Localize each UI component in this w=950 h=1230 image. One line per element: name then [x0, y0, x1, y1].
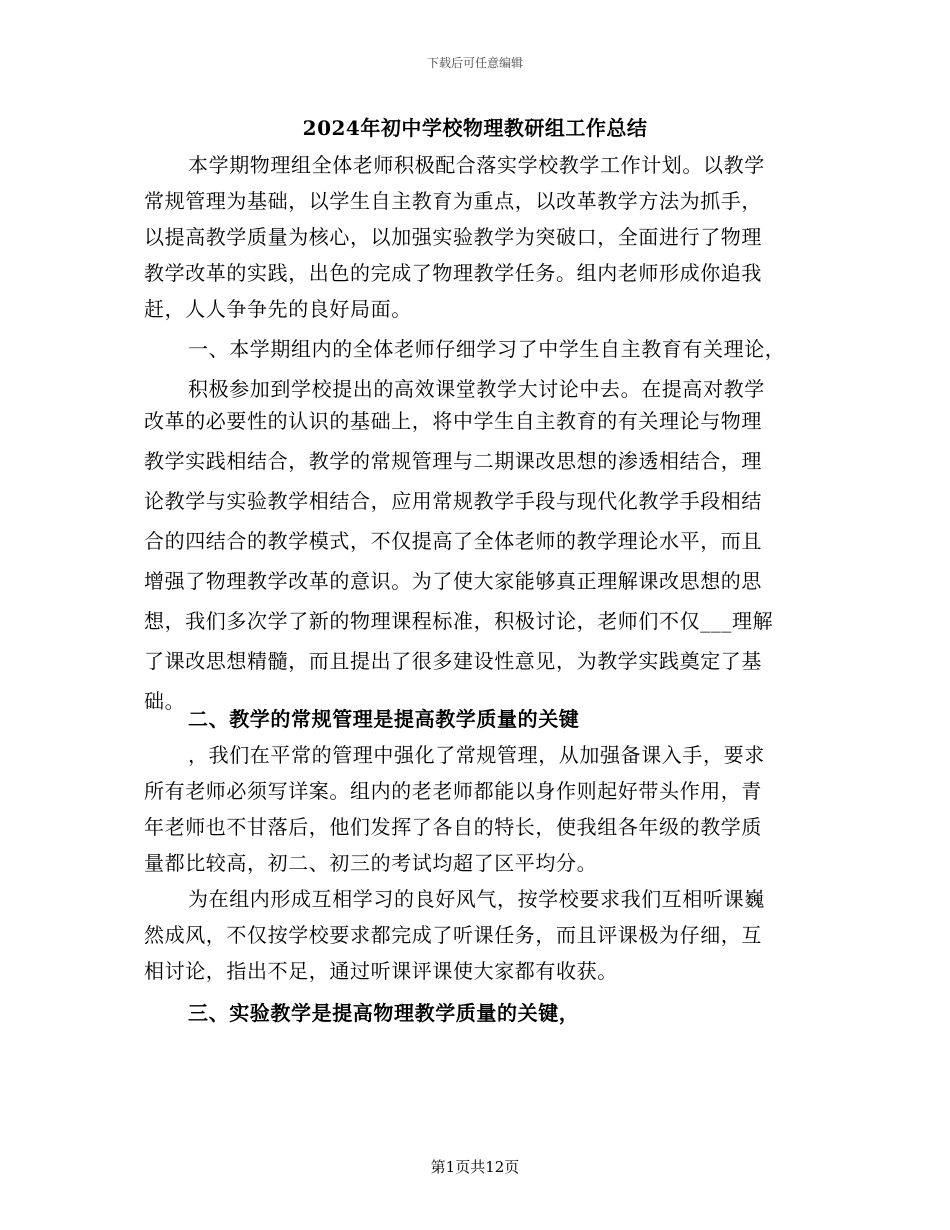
body-line: 年老师也不甘落后，他们发挥了各自的特长，使我组各年级的教学质 — [144, 815, 762, 839]
body-line: 所有老师必须写详案。组内的老老师都能以身作则起好带头作用，青 — [144, 779, 762, 803]
body-line: 教学实践相结合，教学的常规管理与二期课改思想的渗透相结合，理 — [144, 449, 762, 473]
section-heading: 二、教学的常规管理是提高教学质量的关键 — [188, 707, 580, 731]
body-line: 一、本学期组内的全体老师仔细学习了中学生自主教育有关理论， — [188, 337, 786, 361]
body-line: 常规管理为基础，以学生自主教育为重点，以改革教学方法为抓手， — [144, 189, 762, 213]
body-line: 础。 — [144, 689, 186, 713]
body-line: 然成风，不仅按学校要求都完成了听课任务，而且评课极为仔细，互 — [144, 923, 762, 947]
page-number: 第1页共12页 — [430, 1158, 520, 1176]
body-line: 增强了物理教学改革的意识。为了使大家能够真正理解课改思想的思 — [144, 569, 762, 593]
body-line: 相讨论，指出不足，通过听课评课使大家都有收获。 — [144, 959, 618, 983]
document-title: 2024年初中学校物理教研组工作总结 — [302, 116, 648, 140]
body-line: 了课改思想精髓，而且提出了很多建设性意见，为教学实践奠定了基 — [144, 649, 762, 673]
body-line: 论教学与实验教学相结合，应用常规教学手段与现代化教学手段相结 — [144, 489, 762, 513]
body-line: 本学期物理组全体老师积极配合落实学校教学工作计划。以教学 — [188, 153, 765, 177]
body-line: ，我们在平常的管理中强化了常规管理，从加强备课入手，要求 — [188, 743, 765, 767]
body-line: 以提高教学质量为核心，以加强实验教学为突破口，全面进行了物理 — [144, 225, 762, 249]
body-line: 教学改革的实践，出色的完成了物理教学任务。组内老师形成你追我 — [144, 261, 762, 285]
body-line: 改革的必要性的认识的基础上，将中学生自主教育的有关理论与物理 — [144, 409, 762, 433]
section-heading: 三、实验教学是提高物理教学质量的关键， — [188, 1001, 580, 1025]
body-line: 合的四结合的教学模式，不仅提高了全体老师的教学理论水平，而且 — [144, 529, 762, 553]
body-line: 想，我们多次学了新的物理课程标准，积极讨论，老师们不仅___理解 — [144, 609, 774, 633]
body-line: 为在组内形成互相学习的良好风气，按学校要求我们互相听课巍 — [188, 887, 765, 911]
body-line: 积极参加到学校提出的高效课堂教学大讨论中去。在提高对教学 — [188, 377, 765, 401]
body-line: 量都比较高，初二、初三的考试均超了区平均分。 — [144, 851, 598, 875]
header-note: 下载后可任意编辑 — [426, 56, 523, 70]
body-line: 赶，人人争争先的良好局面。 — [144, 297, 412, 321]
